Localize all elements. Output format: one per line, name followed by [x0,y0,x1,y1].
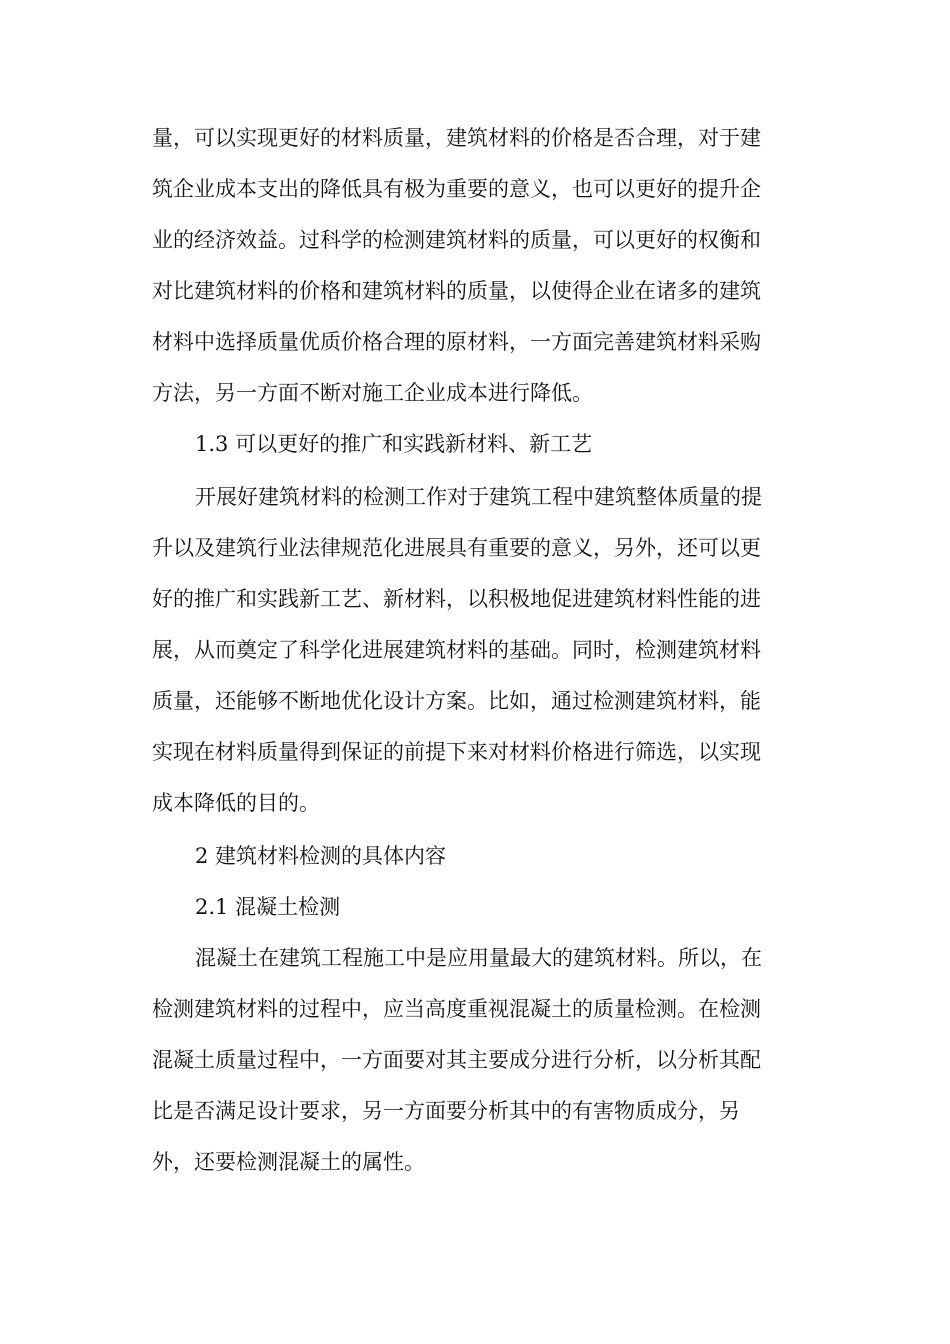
body-text-line: 开展好建筑材料的检测工作对于建筑工程中建筑整体质量的提 [195,485,762,509]
body-text-line: 好的推广和实践新工艺、新材料，以积极地促进建筑材料性能的进 [152,587,761,611]
body-text-line: 筑企业成本支出的降低具有极为重要的意义，也可以更好的提升企 [152,177,761,201]
body-text-line: 升以及建筑行业法律规范化进展具有重要的意义，另外，还可以更 [152,536,761,560]
body-text-line: 业的经济效益。过科学的检测建筑材料的质量，可以更好的权衡和 [152,228,761,252]
subsection-heading: 2.1 混凝土检测 [195,895,341,919]
body-text-line: 实现在材料质量得到保证的前提下来对材料价格进行筛选，以实现 [152,740,761,764]
body-text-line: 量，可以实现更好的材料质量，建筑材料的价格是否合理，对于建 [152,126,761,150]
body-text-line: 质量，还能够不断地优化设计方案。比如，通过检测建筑材料，能 [152,689,761,713]
body-text-line: 混凝土质量过程中，一方面要对其主要成分进行分析，以分析其配 [152,1048,761,1072]
body-text-line: 展，从而奠定了科学化进展建筑材料的基础。同时，检测建筑材料 [152,638,761,662]
section-heading: 2 建筑材料检测的具体内容 [195,844,447,868]
body-text-line: 成本降低的目的。 [152,791,320,815]
body-text-line: 材料中选择质量优质价格合理的原材料，一方面完善建筑材料采购 [152,330,761,354]
body-text-line: 混凝土在建筑工程施工中是应用量最大的建筑材料。所以，在 [195,946,762,970]
body-text-line: 检测建筑材料的过程中，应当高度重视混凝土的质量检测。在检测 [152,997,761,1021]
body-text-line: 方法，另一方面不断对施工企业成本进行降低。 [152,381,593,405]
section-heading: 1.3 可以更好的推广和实践新材料、新工艺 [195,432,593,456]
body-text-line: 外，还要检测混凝土的属性。 [152,1150,425,1174]
body-text-line: 对比建筑材料的价格和建筑材料的质量，以使得企业在诸多的建筑 [152,279,761,303]
body-text-line: 比是否满足设计要求，另一方面要分析其中的有害物质成分，另 [152,1099,740,1123]
